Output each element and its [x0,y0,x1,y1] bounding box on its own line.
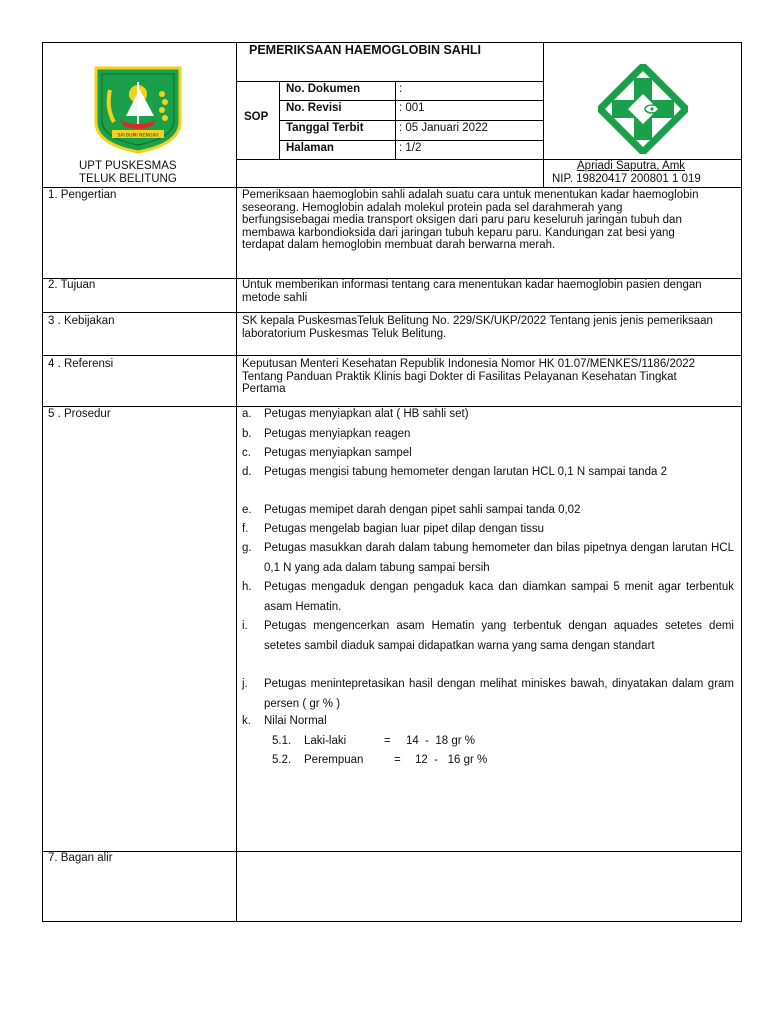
row-line-prosedur [42,851,742,852]
list-item [242,425,736,445]
list-item [242,617,736,677]
row-line-tujuan [42,312,742,313]
meta-label-dokumen: No. Dokumen [286,83,361,95]
list-marker: i. [242,620,248,632]
list-text: Petugas menyiapkan sampel [264,447,412,459]
meta-value-tanggal: : 05 Januari 2022 [399,122,488,134]
emblem-motto: SAI BUMI NENGAH [117,133,159,139]
header-divider-right [543,42,544,187]
normal-value-eq: = [394,754,401,766]
signer-nip: NIP. 19820417 200801 1 019 [552,173,701,185]
list-item [242,444,736,464]
org-name-line2: TELUK BELITUNG [79,173,177,185]
normal-value-perempuan [272,751,488,771]
list-item [242,675,736,715]
list-item [242,712,736,732]
list-marker: a. [242,408,252,420]
header-divider-left [236,42,237,187]
list-text: Petugas menyiapkan reagen [264,428,411,440]
list-marker: j. [242,678,248,690]
meta-value-dokumen: : [399,83,403,95]
list-item [242,405,736,425]
list-text: Petugas menintepretasikan hasil dengan melihat miniskes bawah, dinyatakan dalam gram persen ( gr % ) [264,678,734,710]
meta-label-tanggal: Tanggal Terbit [286,122,364,134]
org-name-line1: UPT PUSKESMAS [79,160,177,172]
normal-value-range: 12 - 16 gr % [415,754,488,766]
normal-value-label: Laki-laki [304,735,347,747]
sop-label: SOP [244,111,269,123]
list-text: Petugas mengencerkan asam Hematin yang terbentuk dengan aquades setetes demi setetes sambil diaduk sampai didapatkan warna yang sama dengan standart [264,620,734,652]
sop-document [42,42,742,922]
label-kebijakan: 3 . Kebijakan [48,315,115,327]
list-marker: g. [242,542,252,554]
list-marker: e. [242,504,252,516]
list-item [242,501,736,521]
list-item [242,520,736,540]
list-item [242,578,736,618]
list-text: Petugas masukkan darah dalam tabung hemometer dan bilas pipetnya dengan larutan HCL 0,1 N yang ada dalam tabung sampai bersih [264,542,734,574]
meta-label-halaman: Halaman [286,142,334,154]
puskesmas-logo-icon [598,64,688,154]
list-marker: c. [242,447,251,459]
list-text: Petugas mengaduk dengan pengaduk kaca dan diamkan sampai 5 menit agar terbentuk asam Hematin. [264,581,734,613]
label-tujuan: 2. Tujuan [48,279,96,291]
list-text: Petugas memipet darah dengan pipet sahli sampai tanda 0,02 [264,504,581,516]
meta-label-revisi: No. Revisi [286,102,342,114]
normal-value-num: 5.1. [272,735,292,747]
text-tujuan: Untuk memberikan informasi tentang cara menentukan kadar haemoglobin pasien dengan metode sahli [242,279,702,304]
meta-row-line-3 [279,140,543,141]
label-referensi: 4 . Referensi [48,358,114,370]
title-bottom-line [236,81,543,82]
normal-value-label: Perempuan [304,754,364,766]
regional-emblem-icon [92,64,184,154]
meta-row-line-2 [279,120,543,121]
list-marker: f. [242,523,249,535]
list-marker: d. [242,466,252,478]
meta-row-line-1 [279,100,543,101]
text-pengertian: Pemeriksaan haemoglobin sahli adalah suatu cara untuk menentukan kadar haemoglobin seseorang. Hemoglobin adalah molekul protein pada sel darahmerah yang berfungsisebagai media transport oksigen dari paru paru keseluruh jaringan tubuh dan membawa karbondioksida dari jaringan tubuh keparu paru. Kandungan zat besi yang terdapat dalam hemoglobin membuat darah berwarna merah. [242,189,699,251]
body-column-divider [236,187,237,922]
meta-value-halaman: : 1/2 [399,142,422,154]
header-bottom-line [42,187,742,188]
normal-value-range: 14 - 18 gr % [406,735,476,747]
text-kebijakan: SK kepala PuskesmasTeluk Belitung No. 229/SK/UKP/2022 Tentang jenis jenis pemeriksaan laboratorium Puskesmas Teluk Belitung. [242,315,713,340]
row-line-kebijakan [42,355,742,356]
label-bagan-alir: 7. Bagan alir [48,852,113,864]
list-item [242,463,736,503]
list-marker: k. [242,715,251,727]
list-text: Nilai Normal [264,715,327,727]
meta-value-revisi: : 001 [399,102,425,114]
text-referensi: Keputusan Menteri Kesehatan Republik Indonesia Nomor HK 01.07/MENKES/1186/2022 Tentang Panduan Praktik Klinis bagi Dokter di Fasilitas Pelayanan Kesehatan Tingkat Pertama [242,358,696,395]
normal-value-laki [272,732,476,752]
normal-value-num: 5.2. [272,754,292,766]
normal-value-eq: = [384,735,391,747]
list-item [242,539,736,579]
signer-name: Apriadi Saputra, Amk [577,160,686,172]
list-marker: b. [242,428,252,440]
list-text: Petugas mengisi tabung hemometer dengan larutan HCL 0,1 N sampai tanda 2 [264,466,667,478]
label-pengertian: 1. Pengertian [48,189,117,201]
list-text: Petugas menyiapkan alat ( HB sahli set) [264,408,469,420]
label-prosedur: 5 . Prosedur [48,408,111,420]
list-marker: h. [242,581,252,593]
list-text: Petugas mengelab bagian luar pipet dilap dengan tissu [264,523,545,535]
document-title: PEMERIKSAAN HAEMOGLOBIN SAHLI [249,43,481,57]
